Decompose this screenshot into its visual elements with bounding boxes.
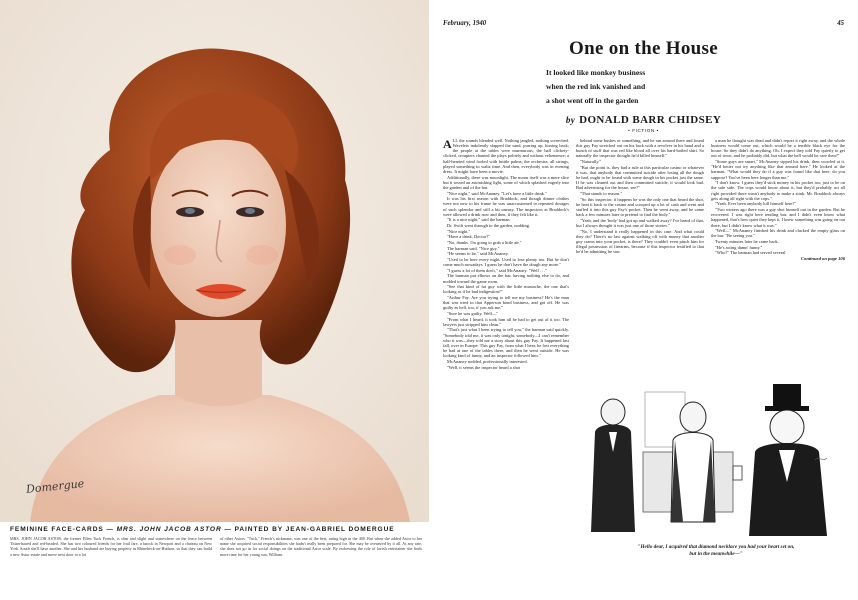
portrait-painting (0, 0, 429, 522)
byline-by: by (565, 115, 576, 125)
body-paragraph: "Who?" The barman had served several (715, 250, 786, 256)
body-column-3 (711, 138, 845, 370)
body-paragraph: "He's acting damn' funny." (715, 244, 763, 250)
body-paragraph: behind some bushes or something, and he ran around there and found this guy Fay stretched out on his back with a revolver in his hand and a bunch of stuff that was red like blood all over his hard-boiled shirt. So naturally the inspector thought he'd killed himself." (576, 138, 704, 159)
article-title: One on the House (569, 38, 718, 59)
cartoon-caption-line-2: but in the meanwhile—" (689, 550, 743, 557)
byline-author: DONALD BARR CHIDSEY (579, 114, 722, 126)
cartoon-caption-line-1: "Hello dear, I acquired that diamond necklace you had your heart set on, (637, 544, 795, 550)
byline (429, 114, 858, 126)
body-paragraph: "Two winters ago there was a guy shot himself out in the garden. But he recovered. I was right here tending bar, and I didn't even know what happened, that's how quiet they kept it. I knew something was going on out there, but I didn't know what it was." (711, 207, 845, 228)
caption-column-2: of other Astors. "Tuck," French's nickname, was one of the best, rating high in the 400. But when she added Astor to her name she acquired social responsibilities she hadn't really been prepared for. She may be overawed by it all. At any rate, she does not go in for social doings on the traditional Astor scale. By eschewing the role of lavish entertainer she finds more time for her young son, William. (220, 536, 422, 557)
deck-line-3: a shot went off in the garden (546, 96, 639, 105)
body-paragraph: McAnaney nodded, professionally interested. (447, 358, 528, 364)
body-paragraph: "He seems to be," said McAnaney. (447, 251, 509, 257)
deck-line-2: when the red ink vanished and (546, 82, 646, 91)
body-paragraph: "Arthur Fay. Are you trying to tell me my business? He's the man that was tried in that Apperson bond business, and got off. He was guilty as hell, too, if you ask me." (443, 295, 569, 311)
body-paragraph: "Some guys are smart," McAnaney sipped his drink, then scowled at it. "He'd better not try anything like that around here." He looked at the barman. "What would they do if a guy was found like that here, do you suppose? You've been here longer than me." (711, 159, 845, 180)
cartoon-caption (583, 544, 849, 557)
body-paragraph: Additionally, there was moonlight. The moon itself was a mere slice but it tossed an astonishing light, some of which splashed eagerly into the garden and of the bar. (443, 174, 569, 190)
body-paragraph: "From what I heard, it took him all he had to get out of it too. The lawyers just stripped him clean." (443, 316, 569, 327)
body-paragraph: "Yeah. Ever been anybody kill himself here?" (715, 201, 797, 207)
body-paragraph: It was his first season with Braddock, and though dinner clothes were not new to his frame he was unaccustomed to repeated dosages of such splendor and still a bit uneasy. The inspectors at Braddock's were allowed a drink now and then, if they felt like it. (443, 196, 569, 217)
artist-signature: Domergue (25, 476, 85, 497)
body-paragraph: "I guess a lot of them don't," said McAnaney. "Well . . ." (447, 267, 548, 273)
body-paragraph: "Have a drink, Doctor?" (447, 234, 491, 240)
article-deck (546, 66, 786, 108)
body-column-1 (443, 138, 569, 370)
body-paragraph: a man he thought was dead and didn't report it right away, and the whole business would come out, which would be a terrible black eye for the house. So they didn't do anything. Oh, I expect they told Fay quietly to get out of town, and he probably did, but what the hell would he care then?" (711, 138, 845, 159)
body-paragraph: "Nice night." (447, 228, 471, 234)
body-paragraph: "Used to be here every night. Used to lose plenty too. But he don't come much nowadays. I guess he don't have the dough any more." (443, 256, 569, 268)
caption-title-suffix: — PAINTED BY JEAN-GABRIEL DOMERGUE (221, 526, 395, 533)
portrait-caption (10, 526, 422, 557)
right-page (429, 0, 858, 600)
body-paragraph: "So this inspector, it happens he was the only one that heard the shot, he beat it back to the casino and scooped up a lot of cash and went and stuffed it into this guy Fay's pocket. Then he went away, and he came back a few minutes later to pretend to find the body." (576, 196, 704, 218)
caption-column-1: MRS. JOHN JACOB ASTOR, the former Ellen Tuck French, is slim and slight and somewhere on the fence between Titian-haired and red-headed. She has two coloured friends for her frail fare, a knock in Newport and a chateau on New York. South she'll have another. She and her husband are buying property in Rhinebeck-on-Hudson, so that they can build a new Astor estate and move next door to a lot (10, 536, 212, 557)
first-paragraph-text: LL the sounds blended well. Nothing jangled, nothing screeched. Wavelets indolently slapped the sand, purring up, kissing back; the people at the tables were murmurous, the ball clickety-clicked, croupiers chanted the plays politely and without vehemence; a half-hearted wind fooled with brittle palms; the orchestra, all strings, played something in waltz time. And then, everybody was in evening dress. It might have been a movie. (443, 138, 569, 174)
drop-cap: A (443, 137, 452, 151)
caption-title-prefix: FEMININE FACE-CARDS — (10, 526, 117, 533)
body-paragraph: "That's just what I been trying to tell you," the barman said quickly. "Somebody told me, it was only tonight, somebody—I can't remember who it was—they told me a story about this guy Fay. It happened last fall, over in Europe. This guy Fay, from what I hear, he lost everything he had at one of the tables there, and then he went outside. He was looking kind of funny, and an inspector followed him." (443, 327, 569, 359)
caption-subject: MRS. JOHN JACOB ASTOR (116, 526, 222, 533)
article-body (443, 138, 845, 370)
body-paragraph: "No, I understand it really happened in this case. And what could they do? There's no law against walking off with money that another guy crams into your pocket, is there? They couldn't even pinch him for illegal possession of firearms, because if this inspector testified to that he'd be admitting he saw (576, 228, 704, 255)
body-paragraph: "That stands to reason." (580, 191, 623, 197)
body-paragraph: "Naturally." (580, 159, 602, 165)
body-paragraph: "But the point is, they had a rule at this particular casino or whatever it was, that anybody that committed suicide after losing all the dough he had, ought to be found with some dough in his pocket just the same. If he was cleaned out and then committed suicide, it would look bad. Bad advertising for the house, see?" (576, 164, 704, 191)
caption-title (10, 526, 422, 533)
body-paragraph: "Nice night," said McAnaney. "Let's have a little drink." (447, 190, 547, 196)
cartoon-illustration (583, 382, 849, 536)
body-paragraph: Twenty minutes later he came back. (715, 238, 779, 244)
body-paragraph: "Well—" McAnaney finished his drink and clacked the empty glass on the bar. "Be seeing you." (711, 228, 845, 239)
body-paragraph: "Yeah, and the 'body' had got up and walked away? I've heard of that, but I always thought it was just one of those stories." (576, 217, 704, 228)
body-paragraph: Dr. Swift went through to the garden, nodding. (447, 223, 531, 228)
body-paragraph: The barman put elbows on the bar, having nothing else to do, and nodded toward the game room. (443, 273, 569, 284)
body-paragraph: "Well, it seems the inspector heard a shot (447, 364, 521, 370)
page-number: 45 (837, 20, 844, 27)
body-column-2 (576, 138, 704, 370)
body-paragraph: "I don't know. I guess they'd stick money in his pocket too, just to be on the safe side. The cops would know about it, but they'd probably act all right provided there wasn't anybody to make a stink. Mr. Braddock always gets along all right with the cops." (711, 180, 845, 201)
body-paragraph: The barman said, "Nice guy." (447, 245, 500, 251)
body-paragraph: "It is a nice night," said the barman. (447, 217, 511, 223)
body-paragraph: "See that kind of fat guy with the little mustache, the one that's looking as if he had indigestion?" (443, 284, 569, 295)
body-paragraph (443, 138, 569, 174)
deck-line-1: It looked like monkey business (546, 68, 646, 77)
continued-notice: Continued on page 106 (800, 256, 845, 262)
folio-date: February, 1940 (443, 20, 487, 27)
section-kicker: • FICTION • (628, 128, 659, 133)
body-paragraph: "No, thanks. I'm going to grab a little air." (447, 239, 522, 245)
body-paragraph: "Sure he was guilty. Well—" (447, 311, 499, 316)
